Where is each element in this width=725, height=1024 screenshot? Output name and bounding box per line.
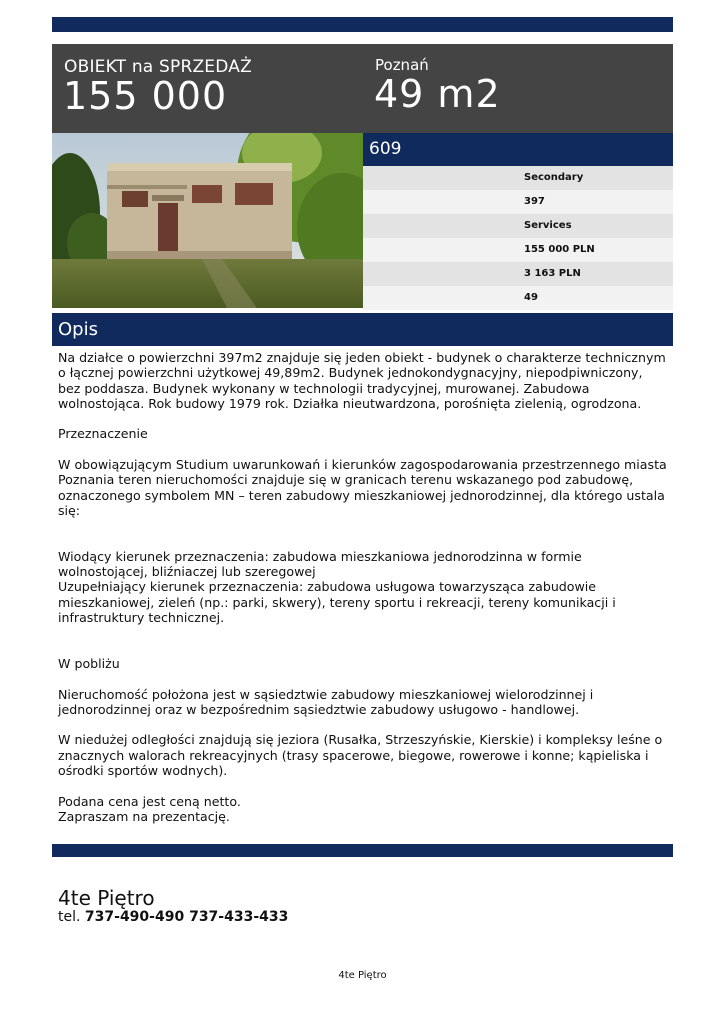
top-bar bbox=[52, 17, 673, 32]
description-heading-bar bbox=[52, 313, 673, 346]
property-photo bbox=[52, 133, 363, 308]
phone-numbers[interactable]: 737-490-490 737-433-433 bbox=[84, 909, 289, 925]
bottom-bar bbox=[52, 844, 673, 857]
page-footer: 4te Piętro bbox=[338, 970, 387, 981]
description-heading: Opis bbox=[58, 319, 98, 340]
phone-label: tel. bbox=[58, 909, 81, 925]
price: 155 000 bbox=[63, 74, 228, 118]
area: 49 m2 bbox=[374, 72, 501, 116]
agency-phone bbox=[58, 909, 288, 925]
description-text: Na działce o powierzchni 397m2 znajduje się jeden obiekt - budynek o charakterze technicznym o łącznej powierzchni użytkowej 49,89m2. Budynek jednokondygnacyjny, niepodpiwniczony, bez poddasza. Budynek wykonany w technologii tradycyjnej, murowanej. Zabudowa wolnostojąca. Rok budowy 1979 rok. Działka nieutwardzona, porośnięta zielenią, ogrodzona. Przeznaczenie W obowiązującym Studium uwarunkowań i kierunków zagospodarowania przestrzennego miasta Poznania teren nieruchomości znajduje się w granicach terenu wskazanego pod zabudowę, oznaczonego symbolem MN – teren zabudowy mieszkaniowej jednorodzinnej, dla którego ustala się: Wiodący kierunek przeznaczenia: zabudowa mieszkaniowa jednorodzinna w formie wolnostojącej, bliźniaczej lub szeregowej Uzupełniający kierunek przeznaczenia: zabudowa usługowa towarzysząca zabudowie mieszkaniowej, zieleń (np.: parki, skwery), tereny sportu i rekreacji, tereny komunikacji i infrastruktury technicznej. W pobliżu Nieruchomość położona jest w sąsiedztwie zabudowy mieszkaniowej wielorodzinnej i jednorodzinnej oraz w bezpośrednim sąsiedztwie zabudowy usługowo - handlowej. W niedużej odległości znajdują się jeziora (Rusałka, Strzeszyńskie, Kierskie) i kompleksy leśne o znacznych walorach rekreacyjnych (trasy spacerowe, biegowe, rowerowe i konne; kąpieliska i ośrodki sportów wodnych). Podana cena jest ceną netto. Zapraszam na prezentację. bbox=[58, 350, 667, 824]
details-panel bbox=[363, 133, 673, 308]
detail-purpose: Services bbox=[363, 214, 673, 238]
detail-usable-area: 49 bbox=[363, 286, 673, 310]
offer-type: OBIEKT na SPRZEDAŻ bbox=[64, 57, 252, 77]
detail-plot-area: 397 bbox=[363, 190, 673, 214]
detail-price: 155 000 PLN bbox=[363, 238, 673, 262]
city: Poznań bbox=[375, 56, 429, 74]
detail-price-per-m2: 3 163 PLN bbox=[363, 262, 673, 286]
agency-name: 4te Piętro bbox=[58, 886, 155, 910]
detail-market: Secondary bbox=[363, 166, 673, 190]
listing-id: 609 bbox=[363, 133, 673, 166]
listing-header bbox=[52, 44, 673, 133]
